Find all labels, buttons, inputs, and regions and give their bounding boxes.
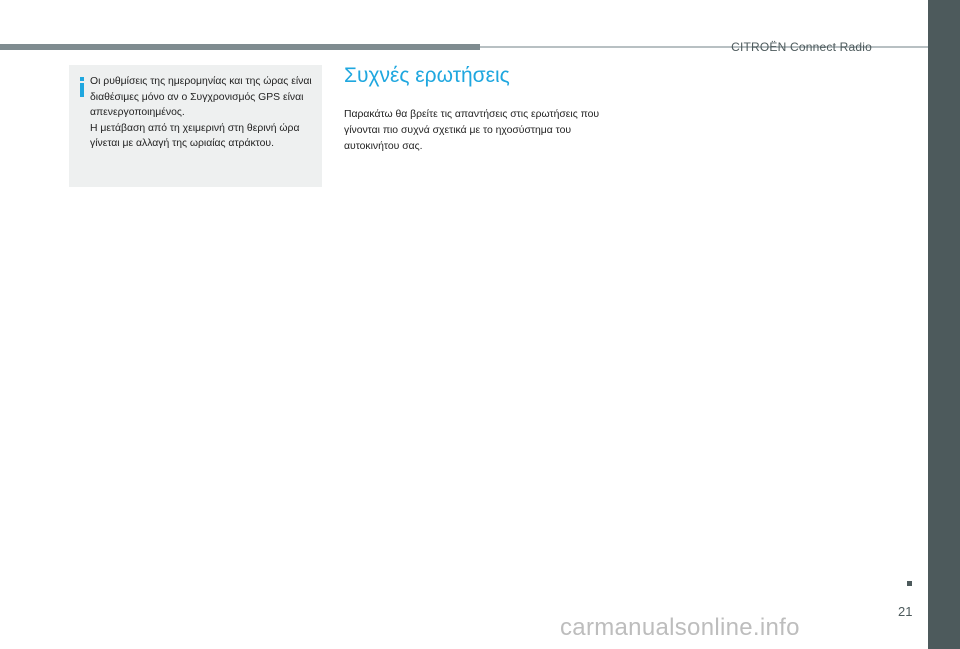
page-marker: [907, 581, 912, 586]
info-paragraph: Οι ρυθμίσεις της ημερομηνίας και της ώρας είναι διαθέσιμες μόνο αν ο Συγχρονισμός GPS είναι απενεργοποιημένος.: [90, 76, 312, 118]
info-box: [69, 65, 322, 187]
info-paragraph: Η μετάβαση από τη χειμερινή στη θερινή ώρα γίνεται με αλλαγή της ωριαίας ατράκτου.: [90, 122, 300, 149]
running-header-title: CITROËN Connect Radio: [731, 40, 872, 54]
section-intro: Παρακάτω θα βρείτε τις απαντήσεις στις ερωτήσεις που γίνονται πιο συχνά σχετικά με το ηχοσύστημα του αυτοκινήτου σας.: [344, 109, 600, 152]
info-text: [90, 74, 322, 152]
page-number: 21: [898, 604, 913, 619]
page-side-bar: [928, 0, 960, 649]
header-rule-dark: [0, 44, 480, 50]
watermark: carmanualsonline.info: [560, 614, 800, 641]
info-icon: [80, 77, 84, 97]
section-title: Συχνές ερωτήσεις: [344, 64, 510, 87]
